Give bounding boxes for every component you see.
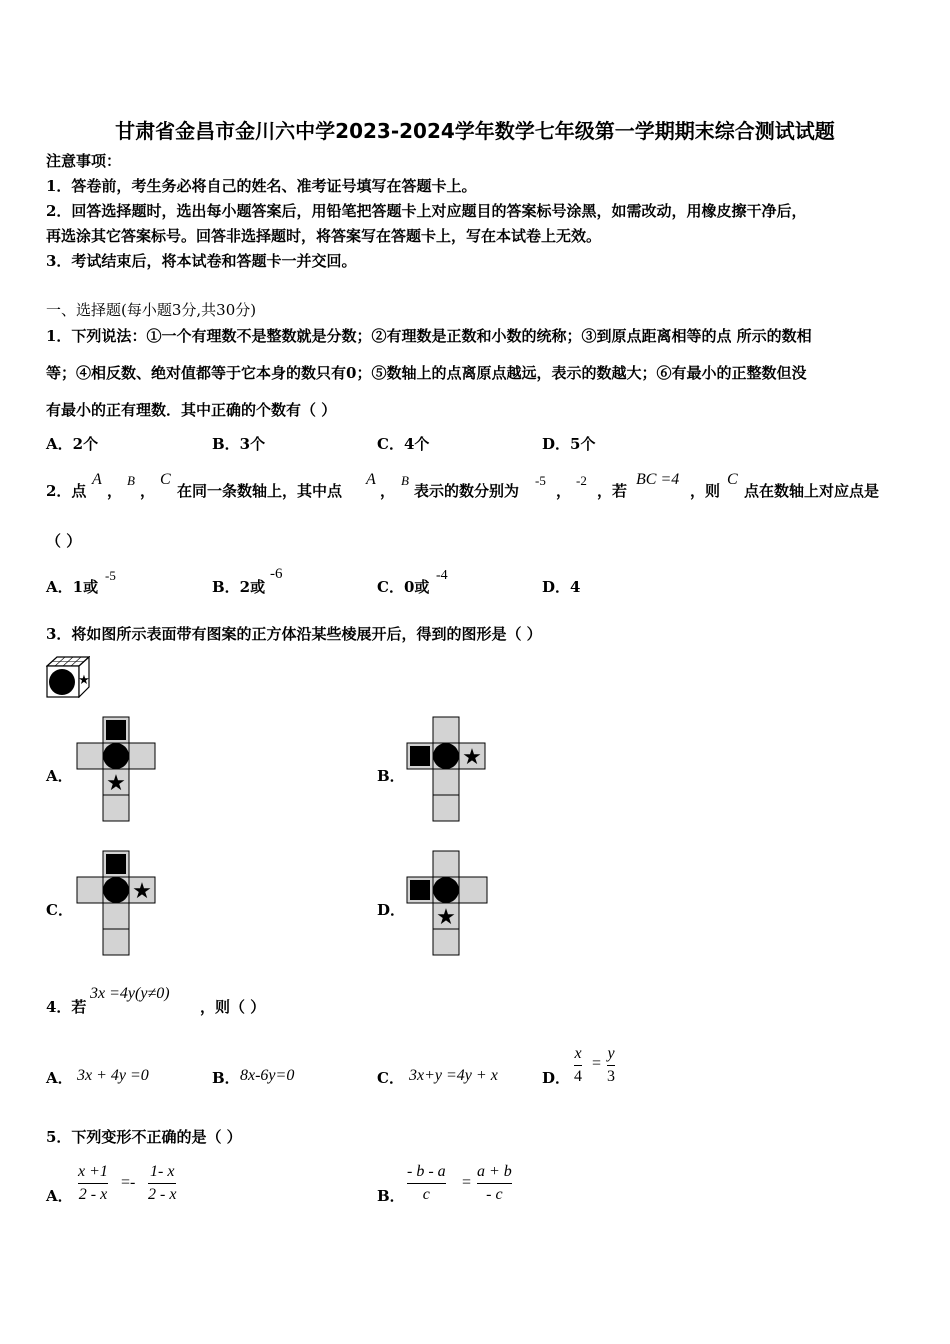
q4-condition: 3x =4y(y≠0) <box>90 985 170 1002</box>
q2-value-2: -2 <box>576 473 587 488</box>
q2-point-b-2: B <box>401 473 409 488</box>
q1-option-d: D．5个 <box>542 435 596 453</box>
q2-point-c-2: C <box>727 471 738 488</box>
q2-text-3: ，若 <box>597 482 628 500</box>
q1-option-a: A．2个 <box>46 435 99 453</box>
q4-option-d-equals: = <box>592 1055 602 1072</box>
q2-text-5: 点在数轴上对应点是 <box>744 482 880 500</box>
q2-text-2: 表示的数分别为 <box>414 482 520 500</box>
q3-option-b-label: B． <box>377 767 405 785</box>
numerator: y <box>607 1045 615 1062</box>
q2-option-b-value: -6 <box>270 566 283 582</box>
notice-heading: 注意事项： <box>46 152 122 170</box>
q1-option-b: B．3个 <box>212 435 266 453</box>
q2-condition: BC =4 <box>636 471 680 488</box>
q2-point-b: B <box>127 473 135 488</box>
q2-comma-1: ， <box>107 482 123 500</box>
q5-option-a-equals: =- <box>121 1174 136 1191</box>
star-icon: ★ <box>78 673 90 688</box>
q3-option-c-label: C． <box>46 901 73 919</box>
q2-comma-2: ， <box>140 482 156 500</box>
q5-option-b-label: B． <box>377 1187 405 1205</box>
q2-option-a: A．1或 <box>46 578 99 596</box>
q4-num: 4．若 <box>46 998 87 1016</box>
q4-option-d-label: D． <box>542 1069 571 1087</box>
q2-num: 2．点 <box>46 482 87 500</box>
denominator: 2 - x <box>148 1186 177 1204</box>
q2-option-c: C．0或 <box>377 578 430 596</box>
denominator: 2 - x <box>78 1186 108 1204</box>
q4-option-a: 3x + 4y =0 <box>77 1067 149 1084</box>
q4-option-d-frac-2 <box>607 1045 615 1087</box>
page-title: 甘肃省金昌市金川六中学2023-2024学年数学七年级第一学期期末综合测试试题 <box>115 119 835 143</box>
cube-figure <box>46 656 90 698</box>
q5-option-b-frac-2 <box>477 1163 512 1205</box>
numerator: x +1 <box>78 1163 108 1180</box>
q4-option-b-label: B． <box>212 1069 240 1087</box>
q1-line-2: 等；④相反数、绝对值都等于它本身的数只有0；⑤数轴上的点离原点越远，表示的数越大；⑥有最小的正整数但没 <box>46 364 807 382</box>
q2-option-c-value: -4 <box>436 568 448 583</box>
q2-point-c: C <box>160 471 171 488</box>
q2-text-1: 在同一条数轴上，其中点 <box>177 482 343 500</box>
star-icon: ★ <box>132 879 152 904</box>
q2-point-a: A <box>92 471 102 488</box>
numerator: a + b <box>477 1163 512 1180</box>
q4-then: ，则（ ） <box>200 998 266 1016</box>
q4-option-c: 3x+y =4y + x <box>409 1067 498 1084</box>
q5-option-b-frac-1 <box>407 1163 446 1205</box>
q2-point-a-2: A <box>366 471 376 488</box>
q1-line-1: 1．下列说法：①一个有理数不是整数就是分数；②有理数是正数和小数的统称；③到原点距离相等的点 所示的数相 <box>46 327 812 345</box>
star-icon: ★ <box>436 905 456 930</box>
q3-net-b <box>406 716 486 822</box>
denominator: 4 <box>574 1068 582 1086</box>
q3-stem: 3．将如图所示表面带有图案的正方体沿某些棱展开后，得到的图形是（ ） <box>46 625 542 643</box>
notice-item-2: 2．回答选择题时，选出每小题答案后，用铅笔把答题卡上对应题目的答案标号涂黑，如需改动，用橡皮擦干净后， <box>46 202 807 220</box>
q3-option-a-label: A． <box>46 767 73 785</box>
denominator: 3 <box>607 1068 615 1086</box>
q2-comma-3: ， <box>380 482 396 500</box>
denominator: - c <box>486 1186 503 1204</box>
section-heading: 一、选择题(每小题3分,共30分) <box>46 301 257 319</box>
q4-option-b: 8x-6y=0 <box>240 1067 295 1084</box>
notice-item-1: 1．答卷前，考生务必将自己的姓名、准考证号填写在答题卡上。 <box>46 177 477 195</box>
q2-comma-4: ， <box>556 482 572 500</box>
q4-option-c-label: C． <box>377 1069 404 1087</box>
q2-text-4: ，则 <box>690 482 721 500</box>
q2-option-a-value: -5 <box>105 568 116 583</box>
star-icon: ★ <box>106 771 126 796</box>
q1-line-3: 有最小的正有理数．其中正确的个数有（ ） <box>46 401 337 419</box>
q2-answer-paren: （ ） <box>46 532 82 550</box>
q5-option-a-label: A． <box>46 1187 73 1205</box>
numerator: - b - a <box>407 1163 446 1180</box>
q3-net-a <box>76 716 156 822</box>
notice-item-3: 3．考试结束后，将本试卷和答题卡一并交回。 <box>46 252 357 270</box>
numerator: 1- x <box>150 1163 175 1180</box>
q2-option-d: D．4 <box>542 578 581 596</box>
q5-option-b-equals: = <box>462 1174 472 1191</box>
denominator: c <box>422 1186 430 1204</box>
q2-option-b: B．2或 <box>212 578 266 596</box>
q3-net-c <box>76 850 156 956</box>
q4-option-a-label: A． <box>46 1069 73 1087</box>
q5-option-a-frac-2 <box>148 1163 176 1205</box>
q2-value-1: -5 <box>535 473 546 488</box>
notice-item-2-cont: 再选涂其它答案标号。回答非选择题时，将答案写在答题卡上，写在本试卷上无效。 <box>46 227 602 245</box>
star-icon: ★ <box>462 745 482 770</box>
q5-stem: 5．下列变形不正确的是（ ） <box>46 1128 242 1146</box>
q5-option-a-frac-1 <box>78 1163 108 1205</box>
q1-option-c: C．4个 <box>377 435 430 453</box>
q3-net-d <box>406 850 488 956</box>
q3-option-d-label: D． <box>377 901 406 919</box>
numerator: x <box>574 1045 582 1062</box>
q4-option-d-frac-1 <box>574 1045 582 1087</box>
